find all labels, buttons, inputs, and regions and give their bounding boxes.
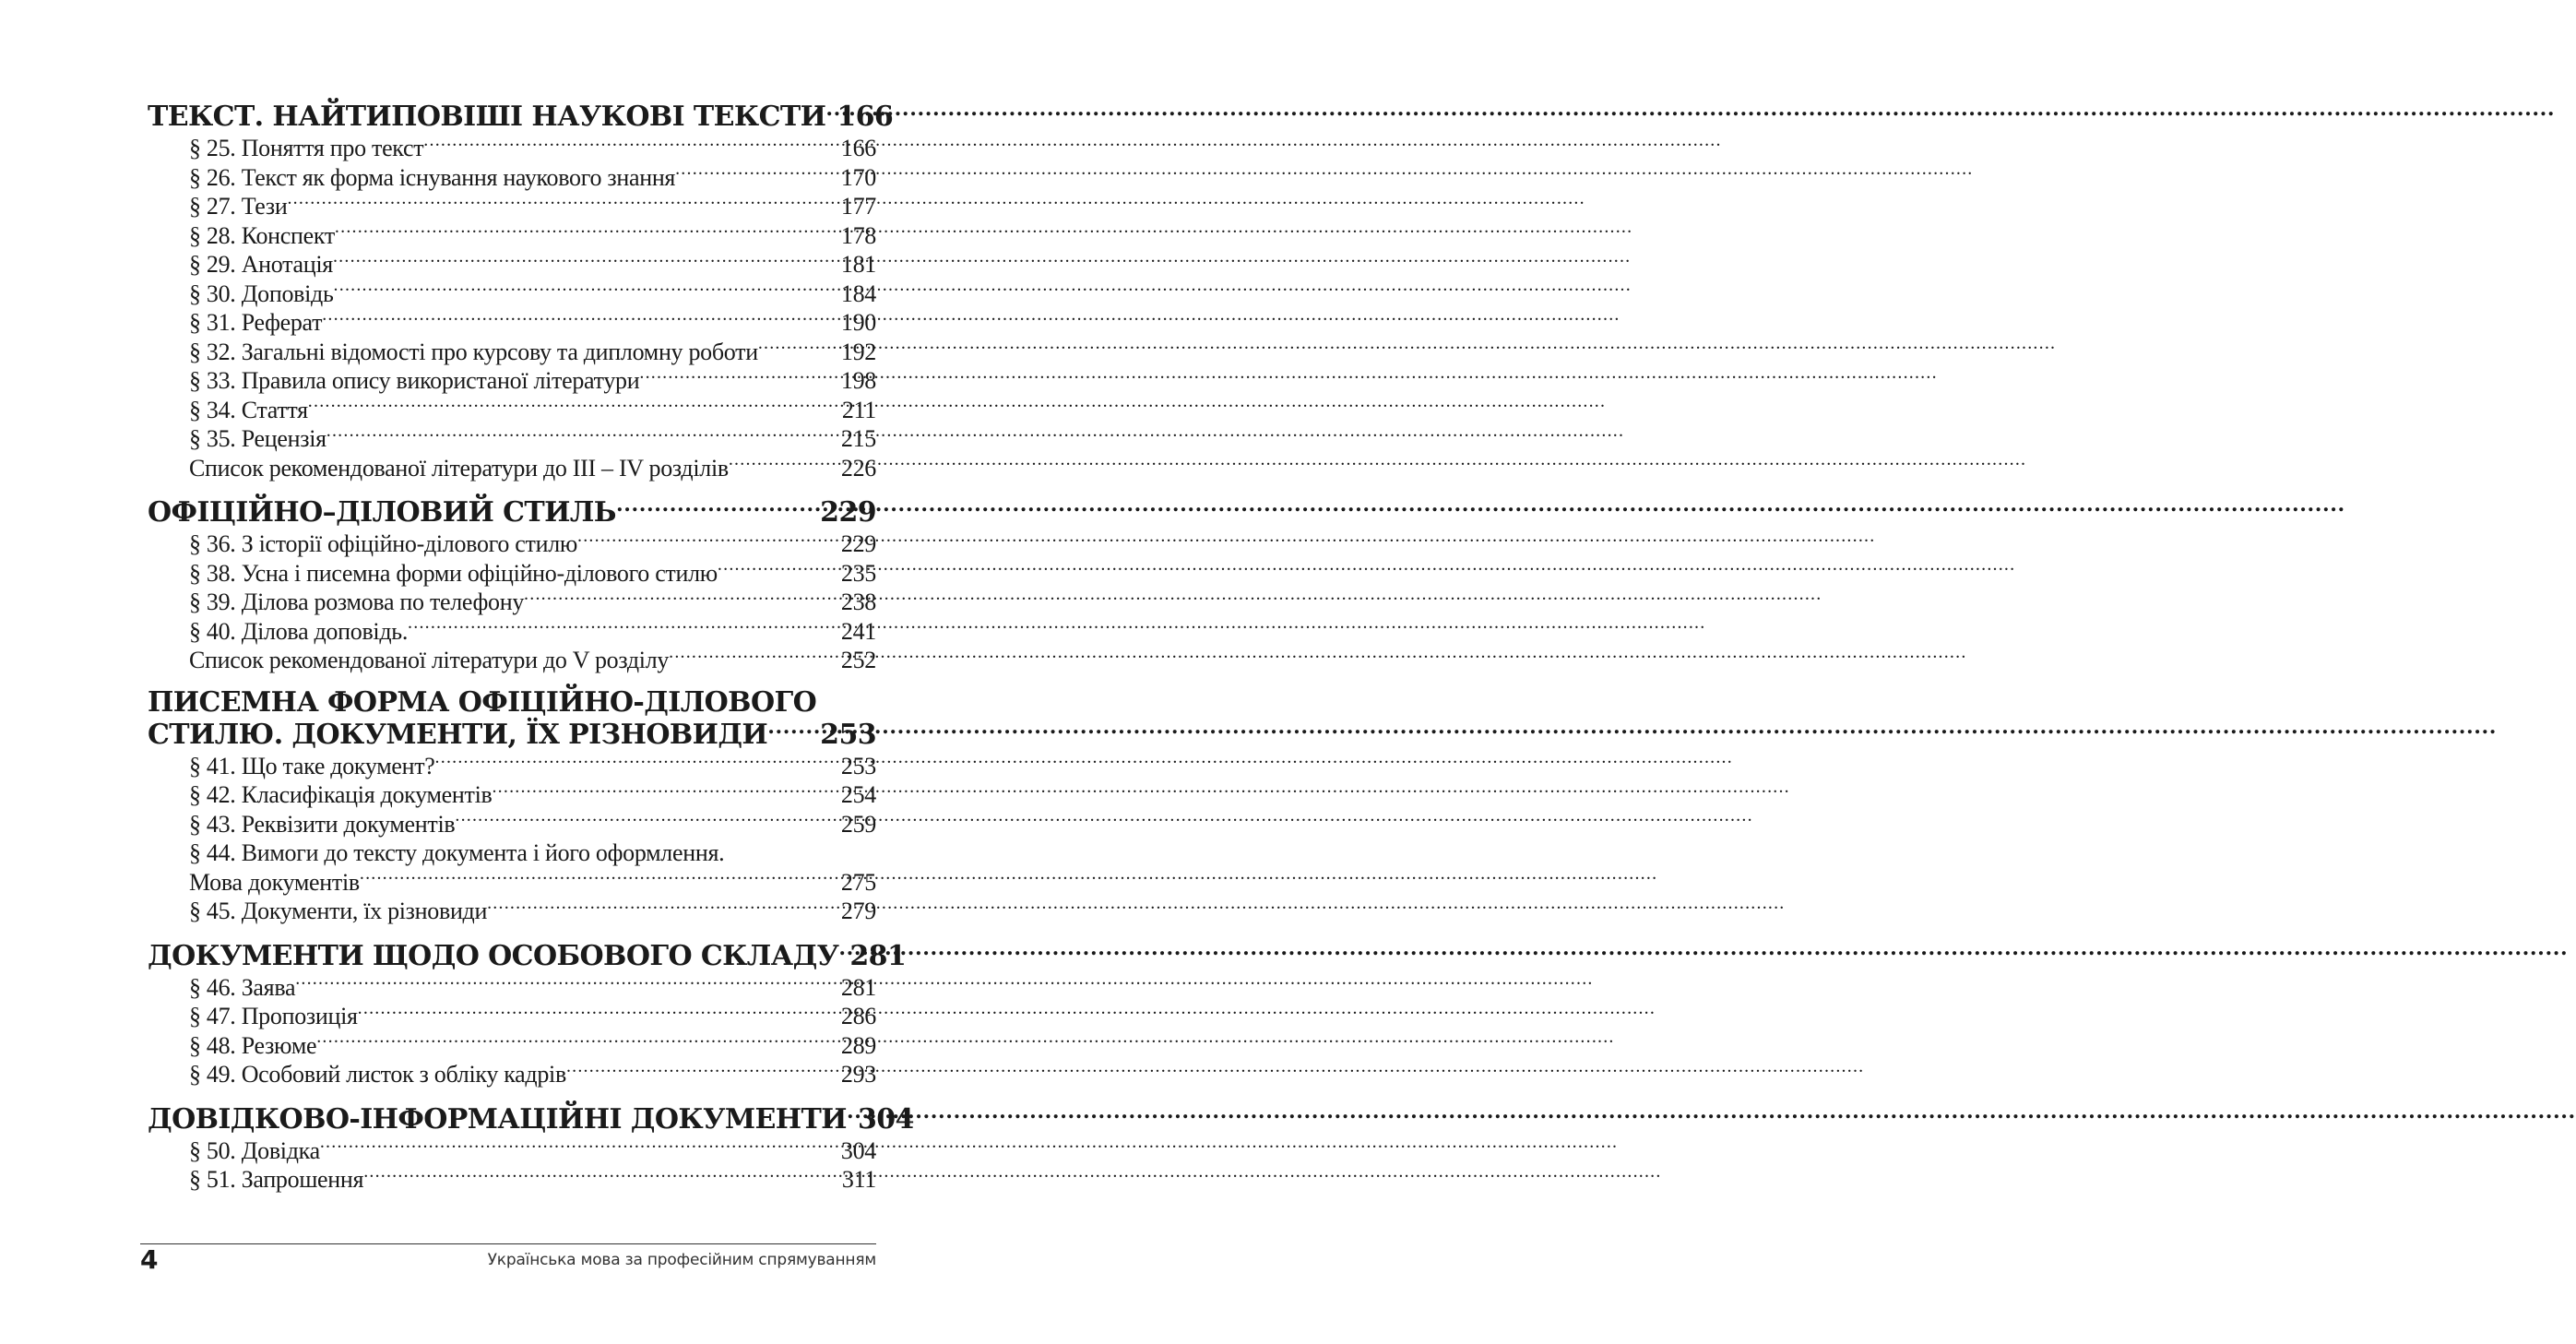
dot-leader (487, 897, 841, 919)
toc-entry-page-number: 241 (840, 617, 876, 645)
toc-entry-page-number: 211 (841, 396, 876, 423)
section-heading[interactable] (148, 685, 876, 751)
toc-entry-row (189, 810, 876, 839)
dot-leader (669, 646, 841, 668)
section-heading-label: СТИЛЮ. ДОКУМЕНТИ, ЇХ РІЗНОВИДИ (148, 718, 768, 751)
toc-entry-page-number: 229 (840, 530, 876, 557)
dot-leader (675, 163, 841, 185)
toc-entry-page-number: 275 (840, 868, 876, 896)
dot-leader (767, 718, 820, 743)
dot-leader (308, 396, 842, 418)
toc-section (148, 1102, 914, 1195)
dot-leader (825, 100, 837, 125)
section-heading-line: ПИСЕМНА ФОРМА ОФІЦІЙНО-ДІЛОВОГО (148, 685, 817, 719)
dot-leader (334, 280, 841, 302)
toc-entry[interactable] (189, 810, 876, 839)
toc-entry-page-number: 254 (840, 781, 876, 808)
toc-entry-page-number: 252 (840, 647, 876, 673)
dot-leader (435, 752, 841, 774)
dot-leader (423, 134, 841, 156)
toc-entry-page-number: 177 (840, 193, 876, 220)
toc-entry-page-number: 198 (840, 367, 876, 394)
dot-leader (333, 250, 841, 272)
toc-entry-page-number: 166 (840, 135, 876, 161)
toc-entry-page-number: 170 (840, 163, 876, 191)
toc-entry-label: § 28. Конспект (189, 221, 335, 249)
toc-section (148, 939, 907, 1089)
dot-leader (287, 192, 840, 214)
toc-entry-label: § 51. Запрошення (189, 1166, 364, 1193)
dot-leader (295, 973, 841, 995)
running-footer-title: Українська мова за професійним спрямуванням (487, 1251, 876, 1269)
toc-entry-page-number: 289 (840, 1031, 876, 1059)
toc-entry[interactable] (189, 454, 876, 483)
dot-leader (322, 308, 841, 330)
section-page-number: 166 (837, 101, 894, 133)
toc-entry-label: § 49. Особовий листок з обліку кадрів (189, 1061, 566, 1088)
toc-entry-label: § 48. Резюме (189, 1031, 317, 1059)
toc-entry-page-number: 192 (840, 338, 876, 365)
toc-entry[interactable] (189, 646, 876, 675)
toc-entry-page-number: 215 (840, 425, 876, 452)
table-of-contents (148, 100, 914, 1195)
toc-entry-label: § 41. Що таке документ? (189, 752, 435, 779)
toc-entry-page-number: 259 (840, 810, 876, 838)
dot-leader (360, 868, 841, 890)
toc-entry-label: § 31. Реферат (189, 309, 323, 336)
dot-leader (577, 529, 841, 552)
dot-leader (335, 221, 841, 244)
toc-entry-page-number: 279 (840, 898, 876, 924)
toc-entry-label: Мова документів (189, 868, 360, 896)
section-page-number: 253 (820, 718, 876, 751)
toc-entry-label: § 32. Загальні відомості про курсову та дипломну роботи (189, 338, 758, 365)
section-page-number: 281 (849, 939, 907, 972)
toc-entry-label: § 46. Заява (189, 973, 296, 1001)
toc-entry-page-number: 226 (840, 454, 876, 482)
toc-entry-page-number: 190 (840, 309, 876, 336)
toc-entry[interactable] (189, 1060, 876, 1089)
dot-leader (616, 495, 820, 521)
toc-entry-page-number: 293 (840, 1061, 876, 1088)
section-page-number: 304 (857, 1102, 914, 1136)
section-page-number: 229 (820, 496, 876, 529)
footer-divider (140, 1243, 876, 1244)
section-heading-label: ДОВІДКОВО-ІНФОРМАЦІЙНІ ДОКУМЕНТИ (148, 1102, 847, 1136)
toc-section (148, 685, 876, 926)
dot-leader (729, 454, 841, 476)
dot-leader (320, 1136, 841, 1159)
toc-entry-label: § 35. Рецензія (189, 425, 326, 452)
toc-entry-page-number: 184 (840, 280, 876, 307)
toc-entry-first-line: § 44. Вимоги до тексту документа і його оформлення. (189, 839, 725, 866)
dot-leader (455, 810, 841, 832)
toc-entry-page-number: 286 (840, 1003, 876, 1029)
toc-entry-label: § 45. Документи, їх різновиди (189, 898, 488, 924)
toc-entry-label: § 27. Тези (189, 193, 288, 220)
toc-entry-label: § 42. Класифікація документів (189, 781, 493, 808)
section-heading-label: ТЕКСТ. НАЙТИПОВІШІ НАУКОВІ ТЕКСТИ (148, 101, 826, 133)
dot-leader (316, 1031, 841, 1053)
toc-entry-label: § 47. Пропозиція (189, 1003, 358, 1029)
toc-entry-label: § 39. Ділова розмова по телефону (189, 589, 525, 615)
toc-entry-page-number: 311 (841, 1166, 876, 1193)
toc-entry-label: § 38. Усна і писемна форми офіційно-ділового стилю (189, 559, 718, 587)
toc-entry-label: § 34. Стаття (189, 396, 308, 423)
dot-leader (758, 338, 841, 360)
toc-section (148, 495, 876, 675)
dot-leader (639, 366, 841, 388)
toc-entry-label: § 50. Довідка (189, 1136, 320, 1164)
dot-leader (326, 424, 841, 446)
dot-leader (492, 780, 840, 803)
toc-entry-label: § 33. Правила опису використаної літератури (189, 367, 640, 394)
toc-entry-label: Список рекомендованої літератури до V розділу (189, 647, 670, 673)
toc-entry-label: Список рекомендованої літератури до III – IV розділів (189, 454, 729, 482)
toc-entry-page-number: 235 (840, 559, 876, 587)
section-heading-label: ДОКУМЕНТИ ЩОДО ОСОБОВОГО СКЛАДУ (148, 939, 839, 972)
toc-entry-page-number: 181 (840, 251, 876, 278)
toc-entry[interactable] (189, 897, 876, 926)
dot-leader (408, 617, 841, 639)
dot-leader (358, 1002, 841, 1024)
dot-leader (524, 588, 841, 610)
toc-entry-label: § 43. Реквізити документів (189, 810, 456, 838)
toc-entry-label: § 36. З історії офіційно-ділового стилю (189, 530, 578, 557)
toc-entry[interactable] (189, 1165, 876, 1195)
dot-leader (847, 1102, 858, 1128)
dot-leader (718, 559, 841, 581)
toc-entry-row (189, 1165, 876, 1195)
dot-leader (838, 939, 849, 965)
toc-entry-label: § 26. Текст як форма існування наукового знання (189, 163, 676, 191)
dot-leader (566, 1060, 841, 1082)
toc-section (148, 100, 894, 482)
toc-entry-page-number: 238 (840, 589, 876, 615)
toc-entry-row (189, 454, 876, 483)
toc-entry-label: § 29. Анотація (189, 251, 333, 278)
toc-entry-label: § 25. Поняття про текст (189, 135, 424, 161)
page-number: 4 (140, 1244, 159, 1275)
toc-entry-label: § 30. Доповідь (189, 280, 334, 307)
toc-entry-row (189, 646, 876, 675)
toc-entry-label: § 40. Ділова доповідь. (189, 617, 409, 645)
section-heading-label: ОФІЦІЙНО–ДІЛОВИЙ СТИЛЬ (148, 496, 616, 529)
toc-entry-page-number: 281 (840, 973, 876, 1001)
toc-entry-row (189, 897, 876, 926)
toc-entry-row (189, 1060, 876, 1089)
toc-entry-page-number: 304 (840, 1136, 876, 1164)
toc-entry-page-number: 253 (840, 752, 876, 779)
toc-entry-page-number: 178 (840, 221, 876, 249)
dot-leader (363, 1165, 842, 1187)
